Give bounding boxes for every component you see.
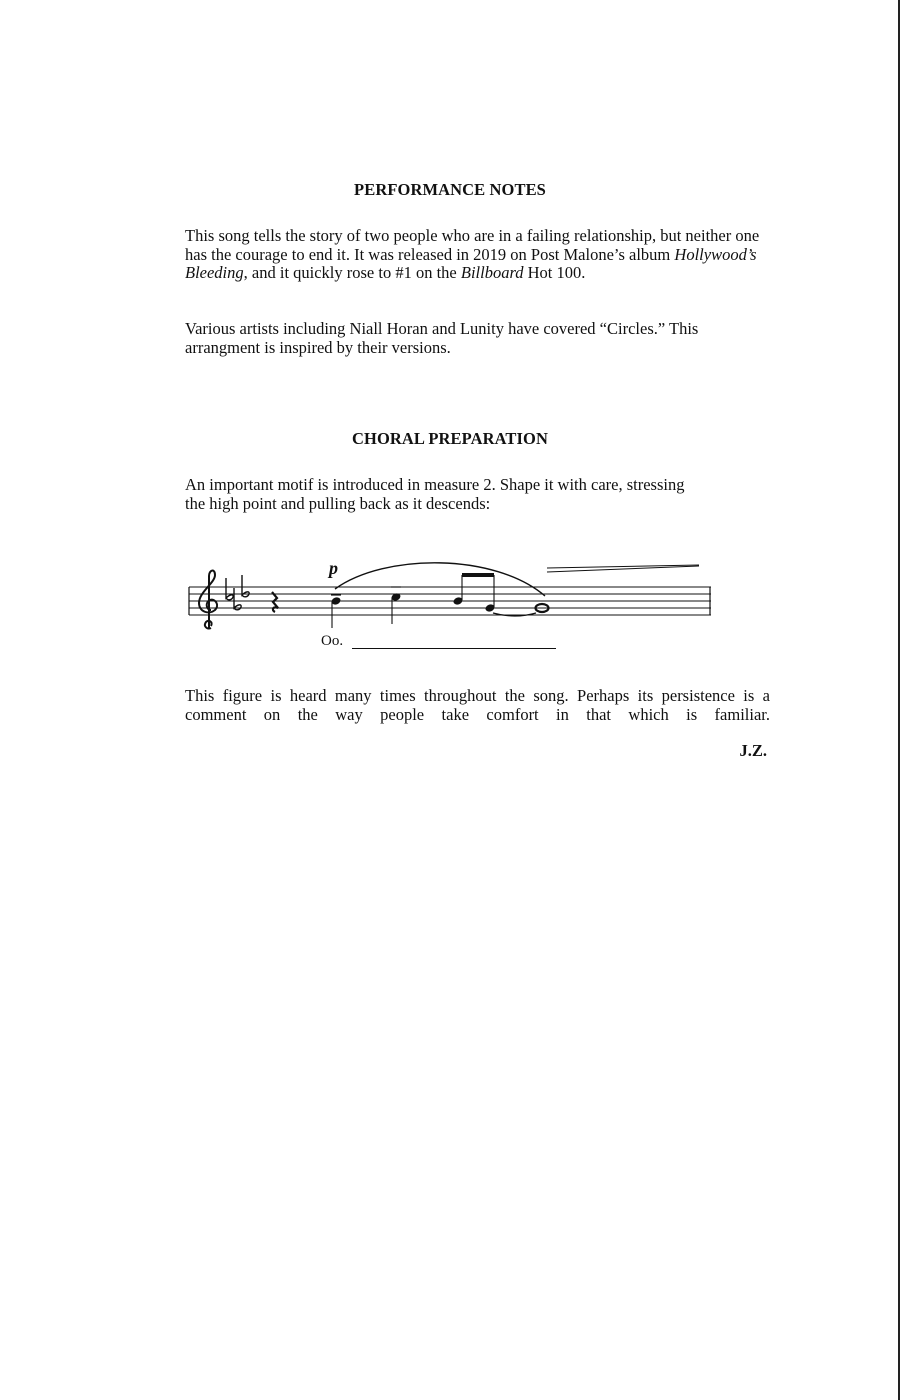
staff-lines <box>189 587 711 615</box>
choral-preparation-closing: This figure is heard many times throughout the song. Perhaps its persistence is a comment on the way people take comfort in that which is familiar. <box>185 686 770 724</box>
quarter-rest-icon <box>272 592 278 612</box>
lyric-extender-line <box>352 648 556 649</box>
dynamic-marking: p <box>329 558 338 578</box>
performance-notes-paragraph-2: Various artists including Niall Horan and Lunity have covered “Circles.” This arrangment is inspired by their versions. <box>185 319 699 357</box>
choral-preparation-intro: An important motif is introduced in measure 2. Shape it with care, stressing the high point and pulling back as it descends: <box>185 475 685 513</box>
album-title: Hollywood’s Bleeding <box>185 244 757 282</box>
performance-notes-heading: PERFORMANCE NOTES <box>354 180 546 199</box>
music-staff <box>185 548 725 658</box>
choral-preparation-heading: CHORAL PREPARATION <box>352 429 548 448</box>
signature: J.Z. <box>739 741 767 760</box>
chart-name: Billboard <box>460 263 524 282</box>
performance-notes-paragraph-1: This song tells the story of two people who are in a failing relationship, but neither one has the courage to end it. It was released in 2019 on Post Malone’s album Hollywood’s Bleeding, and it quickly rose to #1 on the Billboard Hot 100. <box>185 226 760 282</box>
treble-clef-icon <box>199 571 217 629</box>
music-excerpt <box>185 548 725 658</box>
key-signature-flats <box>226 575 249 610</box>
eighth-beam <box>462 573 494 577</box>
decrescendo-hairpin <box>547 565 699 572</box>
lyric-syllable: Oo. <box>321 633 344 649</box>
phrase-slur <box>335 563 545 596</box>
